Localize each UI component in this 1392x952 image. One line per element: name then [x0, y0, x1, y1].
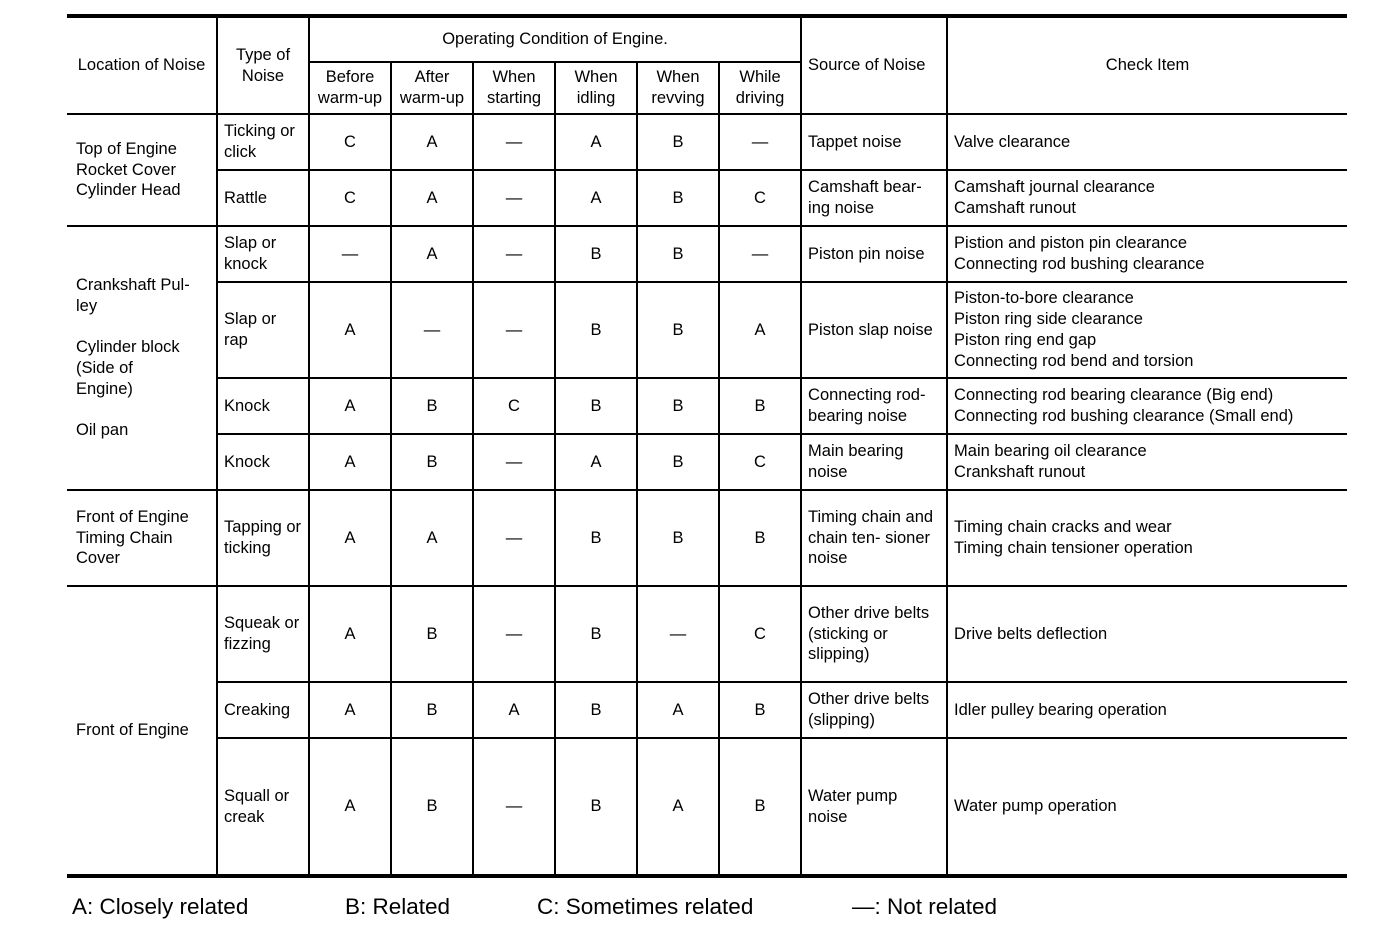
check-item-cell [947, 170, 1347, 226]
location-line: Cylinder block [76, 338, 180, 357]
noise-source-cell: Piston pin noise [801, 226, 947, 282]
location-line: Top of Engine [76, 139, 177, 158]
condition-code-cell: — [473, 226, 555, 282]
noise-source-cell: Tappet noise [801, 114, 947, 170]
condition-code-cell: — [473, 282, 555, 378]
condition-code-cell: B [391, 682, 473, 738]
noise-type-cell: Knock [217, 434, 309, 490]
condition-code-cell: C [719, 170, 801, 226]
condition-code-cell: — [719, 114, 801, 170]
condition-code-cell: C [309, 114, 391, 170]
condition-code-cell: — [473, 586, 555, 682]
location-line: Rocket Cover [76, 160, 176, 179]
condition-code-cell: C [719, 434, 801, 490]
check-item-line: Timing chain cracks and wear [954, 518, 1172, 537]
condition-code-cell: B [719, 738, 801, 876]
header-condition: Before warm-up [309, 62, 391, 114]
legend-closely-related: A: Closely related [72, 894, 249, 919]
engine-noise-table [67, 14, 1347, 878]
table-row [67, 282, 1347, 378]
noise-source-cell: Main bearing noise [801, 434, 947, 490]
condition-code-cell: C [719, 586, 801, 682]
check-item-line: Timing chain tensioner operation [954, 539, 1193, 557]
condition-code-cell: A [555, 170, 637, 226]
location-cell [67, 490, 217, 586]
location-line: Front of Engine [76, 721, 189, 740]
noise-type-cell: Slap or rap [217, 282, 309, 378]
noise-source-cell: Camshaft bear- ing noise [801, 170, 947, 226]
noise-type-cell: Squeak or fizzing [217, 586, 309, 682]
condition-code-cell: A [309, 434, 391, 490]
header-operating-condition: Operating Condition of Engine. [309, 16, 801, 62]
condition-code-cell: B [391, 586, 473, 682]
check-item-line: Drive belts deflection [954, 624, 1108, 643]
legend-related: B: Related [345, 894, 451, 919]
condition-code-cell: B [719, 490, 801, 586]
condition-code-cell: B [637, 434, 719, 490]
noise-source-cell: Connecting rod- bearing noise [801, 378, 947, 434]
header-check-item: Check Item [947, 16, 1347, 114]
table-row [67, 682, 1347, 738]
condition-code-cell: B [637, 114, 719, 170]
location-line: Cylinder Head [76, 181, 181, 200]
condition-code-cell: — [473, 434, 555, 490]
check-item-cell [947, 378, 1347, 434]
table-body [67, 114, 1347, 876]
location-line: Timing Chain [76, 528, 173, 547]
noise-type-cell: Creaking [217, 682, 309, 738]
check-item-line: Water pump operation [954, 797, 1117, 816]
condition-code-cell: B [391, 434, 473, 490]
condition-code-cell: A [309, 282, 391, 378]
header-source: Source of Noise [801, 16, 947, 114]
location-line: Oil pan [76, 420, 129, 439]
noise-type-cell: Tapping or ticking [217, 490, 309, 586]
legend-sometimes-related: C: Sometimes related [537, 894, 754, 919]
check-item-line: Piston ring end gap [954, 331, 1097, 349]
header-condition: After warm-up [391, 62, 473, 114]
table-row [67, 738, 1347, 876]
noise-type-cell: Ticking or click [217, 114, 309, 170]
check-item-line: Connecting rod bushing clearance [954, 255, 1205, 273]
condition-code-cell: A [555, 434, 637, 490]
condition-code-cell: B [555, 282, 637, 378]
check-item-line: Camshaft journal clearance [954, 178, 1155, 197]
check-item-line: Connecting rod bushing clearance (Small end) [954, 407, 1294, 425]
table-row [67, 434, 1347, 490]
condition-code-cell: B [637, 490, 719, 586]
check-item-cell [947, 738, 1347, 876]
noise-type-cell: Knock [217, 378, 309, 434]
condition-code-cell: B [637, 170, 719, 226]
condition-code-cell: A [555, 114, 637, 170]
condition-code-cell: A [309, 738, 391, 876]
legend-not-related: —: Not related [852, 894, 998, 919]
noise-type-cell: Slap or knock [217, 226, 309, 282]
condition-code-cell: A [637, 682, 719, 738]
condition-code-cell: A [391, 170, 473, 226]
check-item-line: Pistion and piston pin clearance [954, 234, 1188, 253]
condition-code-cell: A [391, 226, 473, 282]
condition-code-cell: — [473, 490, 555, 586]
condition-code-cell: A [391, 490, 473, 586]
check-item-line: Connecting rod bend and torsion [954, 351, 1194, 370]
condition-code-cell: A [309, 586, 391, 682]
header-condition: When starting [473, 62, 555, 114]
condition-code-cell: A [309, 682, 391, 738]
condition-code-cell: — [391, 282, 473, 378]
table-header [67, 16, 1347, 114]
header-condition: When idling [555, 62, 637, 114]
check-item-line: Connecting rod bearing clearance (Big end) [954, 386, 1274, 405]
check-item-line: Idler pulley bearing operation [954, 700, 1167, 719]
check-item-line: Piston-to-bore clearance [954, 289, 1134, 308]
condition-code-cell: — [473, 738, 555, 876]
check-item-cell [947, 586, 1347, 682]
condition-code-cell: B [555, 586, 637, 682]
noise-source-cell: Water pump noise [801, 738, 947, 876]
condition-code-cell: A [309, 378, 391, 434]
location-line [76, 317, 210, 337]
condition-code-cell: B [391, 378, 473, 434]
condition-code-cell: B [555, 490, 637, 586]
header-type: Type of Noise [217, 16, 309, 114]
condition-code-cell: A [473, 682, 555, 738]
condition-code-cell: B [719, 378, 801, 434]
condition-code-cell: B [391, 738, 473, 876]
header-condition: While driving [719, 62, 801, 114]
condition-code-cell: — [473, 114, 555, 170]
location-line: Cover [76, 549, 121, 568]
condition-code-cell: B [555, 226, 637, 282]
header-condition: When revving [637, 62, 719, 114]
condition-code-cell: C [473, 378, 555, 434]
legend [72, 894, 1072, 930]
condition-code-cell: B [555, 682, 637, 738]
location-line [76, 400, 210, 420]
condition-code-cell: C [309, 170, 391, 226]
location-cell [67, 586, 217, 876]
noise-source-cell: Other drive belts (slipping) [801, 682, 947, 738]
condition-code-cell: B [637, 282, 719, 378]
table-row [67, 114, 1347, 170]
check-item-line: Valve clearance [954, 132, 1071, 151]
table-row [67, 490, 1347, 586]
check-item-line: Main bearing oil clearance [954, 442, 1147, 461]
table-row [67, 586, 1347, 682]
noise-source-cell: Piston slap noise [801, 282, 947, 378]
location-line: Front of Engine [76, 507, 189, 526]
condition-code-cell: A [637, 738, 719, 876]
condition-code-cell: A [719, 282, 801, 378]
condition-code-cell: B [555, 738, 637, 876]
location-cell [67, 114, 217, 226]
noise-source-cell: Timing chain and chain ten- sioner noise [801, 490, 947, 586]
condition-code-cell: B [719, 682, 801, 738]
check-item-line: Camshaft runout [954, 199, 1077, 217]
check-item-cell [947, 114, 1347, 170]
condition-code-cell: — [309, 226, 391, 282]
location-line: Crankshaft Pul- [76, 276, 190, 295]
condition-code-cell: B [637, 378, 719, 434]
check-item-cell [947, 434, 1347, 490]
noise-type-cell: Squall or creak [217, 738, 309, 876]
header-location: Location of Noise [67, 16, 217, 114]
check-item-cell [947, 226, 1347, 282]
condition-code-cell: A [391, 114, 473, 170]
location-line: (Side of [76, 359, 133, 377]
check-item-line: Piston ring side clearance [954, 310, 1143, 329]
table-row [67, 378, 1347, 434]
check-item-cell [947, 490, 1347, 586]
condition-code-cell: A [309, 490, 391, 586]
table-row [67, 226, 1347, 282]
condition-code-cell: B [637, 226, 719, 282]
condition-code-cell: — [637, 586, 719, 682]
condition-code-cell: B [555, 378, 637, 434]
check-item-line: Crankshaft runout [954, 463, 1086, 481]
condition-code-cell: — [719, 226, 801, 282]
location-line: Engine) [76, 379, 133, 398]
condition-code-cell: — [473, 170, 555, 226]
table-row [67, 170, 1347, 226]
noise-source-cell: Other drive belts (sticking or slipping) [801, 586, 947, 682]
location-cell [67, 226, 217, 490]
noise-type-cell: Rattle [217, 170, 309, 226]
location-line: ley [76, 297, 98, 316]
check-item-cell [947, 282, 1347, 378]
check-item-cell [947, 682, 1347, 738]
